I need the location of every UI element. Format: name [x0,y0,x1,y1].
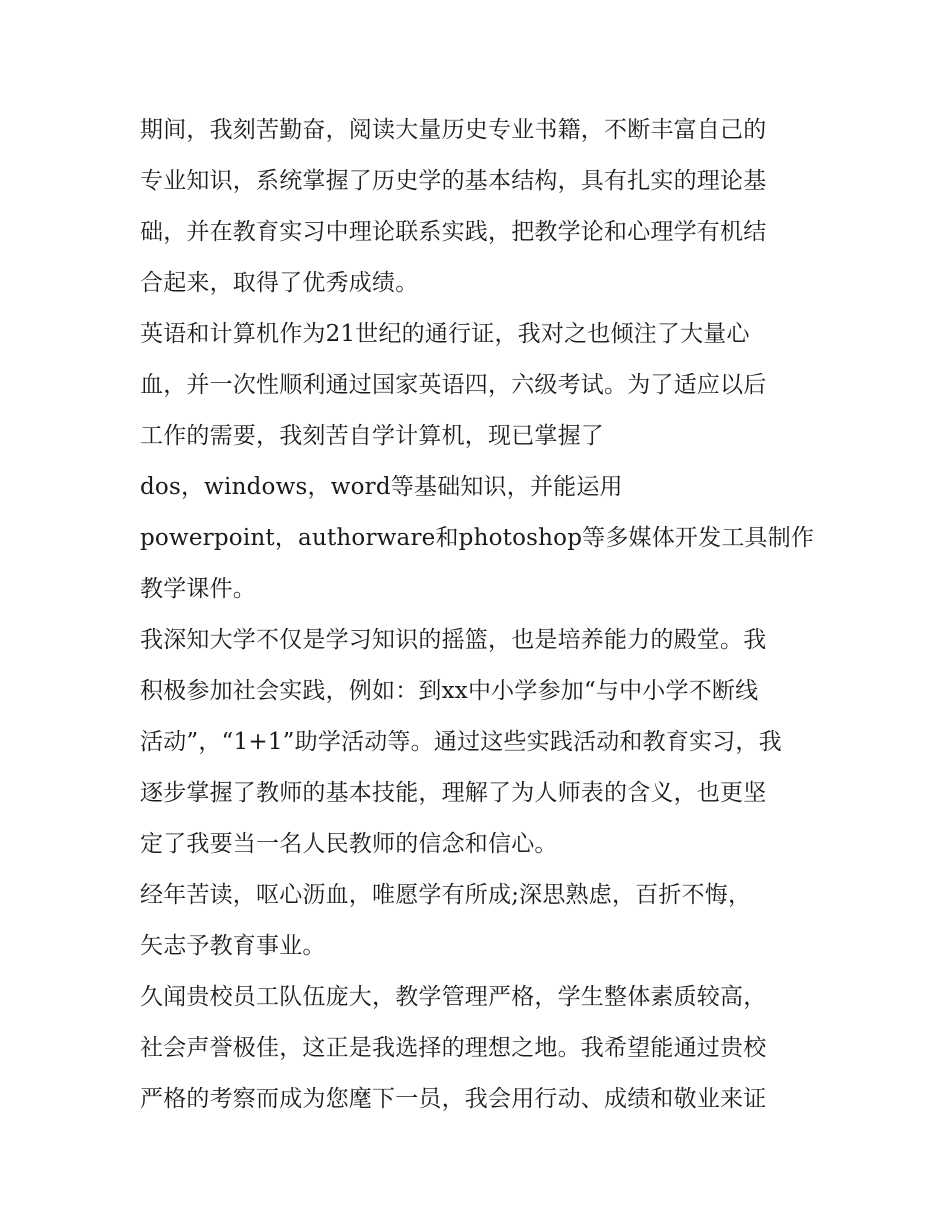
text-line: 矢志予教育事业。 [140,933,326,959]
text-line: 工作的需要，我刻苦自学计算机，现已掌握了 [140,423,604,449]
document-body [140,105,830,1125]
text-line: powerpoint，authorware和photoshop等多媒体开发工具制作 [140,525,815,551]
text-line: dos，windows，word等基础知识，并能运用 [140,474,623,500]
text-line: 专业知识，系统掌握了历史学的基本结构，具有扎实的理论基 [140,168,767,194]
text-line: 社会声誉极佳，这正是我选择的理想之地。我希望能通过贵校 [140,1035,767,1061]
text-line: 础，并在教育实习中理论联系实践，把教学论和心理学有机结 [140,219,767,245]
text-line: 教学课件。 [140,576,256,602]
text-line: 合起来，取得了优秀成绩。 [140,270,419,296]
text-line: 严格的考察而成为您麾下一员，我会用行动、成绩和敬业来证 [140,1086,767,1112]
text-line: 定了我要当一名人民教师的信念和信心。 [140,831,558,857]
text-line: 久闻贵校员工队伍庞大，教学管理严格，学生整体素质较高， [140,984,767,1010]
text-line: 我深知大学不仅是学习知识的摇篮，也是培养能力的殿堂。我 [140,627,767,653]
text-line: 英语和计算机作为21世纪的通行证，我对之也倾注了大量心 [140,321,750,347]
text-line: 血，并一次性顺利通过国家英语四，六级考试。为了适应以后 [140,372,767,398]
text-line: 经年苦读，呕心沥血，唯愿学有所成;深思熟虑，百折不悔， [140,882,752,908]
text-line: 活动”，“1+1”助学活动等。通过这些实践活动和教育实习，我 [140,729,782,755]
text-line: 期间，我刻苦勤奋，阅读大量历史专业书籍，不断丰富自己的 [140,117,767,143]
text-line: 积极参加社会实践，例如：到xx中小学参加“与中小学不断线 [140,678,759,704]
text-line: 逐步掌握了教师的基本技能，理解了为人师表的含义，也更坚 [140,780,767,806]
